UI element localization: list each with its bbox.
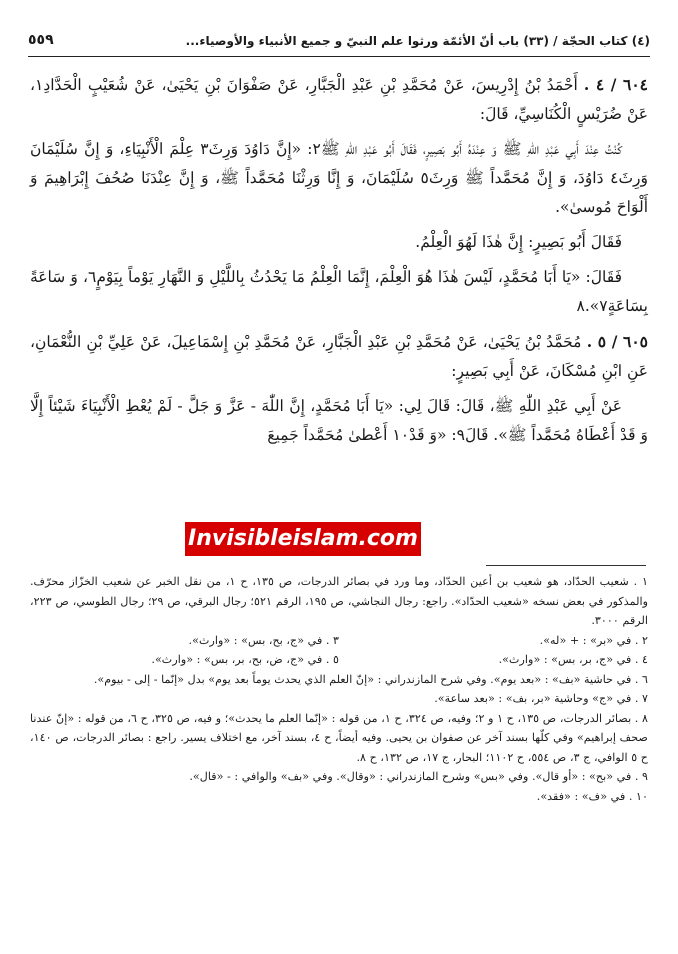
footnote: ٤ . في «ج، بر، بس» : «وارث». [498, 653, 648, 666]
footnote-divider [486, 565, 646, 566]
footnote: ٦ . في حاشية «بف» : «بعد يوم». وفي شرح المازندراني : «إنّ العلم الذي يحدث يوماً بعد يوم» بدل «إنّما - إلى - بيوم». [93, 672, 648, 686]
isnad-text: مُحَمَّدُ بْنُ يَحْيَىٰ، عَنْ مُحَمَّدِ بْنِ عَبْدِ الْجَبَّارِ، عَنْ مُحَمَّدِ بْنِ إِسْمَاعِيلَ، عَنْ عَلِيِّ بْنِ النُّعْمَانِ، عَنِ ابْنِ مُسْكَانَ، عَنْ أَبِي بَصِيرٍ: [30, 333, 648, 380]
footnote-row [30, 650, 648, 670]
footnote: ٨ . بصائر الدرجات، ص ١٣٥، ح ١ و ٢؛ وفيه، ص ٣٢٤، ح ١، من قوله : «إنّما العلم ما يحدث»؛ و فيه، ص ٣٢٥، ح ٦، من قوله : «إنّ عندنا صحف إبراهيم» وفي كلّها بسند آخر عن صفوان بن يحيى. وفيه أيضاً، ح ٤، بسند آخر، مع اختلاف يسير. راجع : بصائر الدرجات، ص ١٤٠، ح ٥ الوافي، ج ٣، ص ٥٥٤، ح ١١٠٢؛ البحار، ج ١٧، ص ١٣٢، ح ٨. [30, 711, 648, 764]
hadith-604-isnad [30, 70, 648, 129]
footnotes [30, 572, 648, 806]
running-title: (٤) كتاب الحجّة / (٣٣) باب أنّ الأئمّة ورثوا علم النبيّ و جميع الأنبياء والأوصياء... [185, 34, 650, 48]
footnote: ٥ . في «ج، ض، بح، بر، بس» : «وارث». [151, 653, 339, 666]
footnote: ٩ . في «بح» : «أو قال». وفي «بس» وشرح المازندراني : «وقال». وفي «بف» والوافي : - «قال». [189, 770, 648, 783]
page-header [28, 34, 650, 57]
footnote-row [30, 631, 648, 651]
hadith-paragraph: كُنْتُ عِنْدَ أَبِي عَبْدِ اللّٰهِ ﷺ وَ عِنْدَهُ أَبُو بَصِيرٍ، فَقَالَ أَبُو عَبْدِ اللّٰهِ ﷺ٢: «إِنَّ دَاوُدَ وَرِثَ٣ عِلْمَ الْأَنْبِيَاءِ، وَ إِنَّ سُلَيْمَانَ وَرِثَ٤ دَاوُدَ، وَ إِنَّ مُحَمَّداً ﷺ وَرِثَ٥ سُلَيْمَانَ، وَ إِنَّا وَرِثْنَا مُحَمَّداً ﷺ، وَ إِنَّ عِنْدَنَا صُحُفَ إِبْرَاهِيمَ وَ أَلْوَاحَ مُوسىٰ». [30, 140, 648, 216]
hadith-number: ٦٠٥ / ٥ . [586, 332, 648, 351]
hadith-paragraph: فَقَالَ أَبُو بَصِيرٍ: إِنَّ هٰذَا لَهُوَ الْعِلْمُ. [415, 233, 622, 251]
footnote: ٢ . في «بر» : + «له». [539, 633, 648, 647]
isnad-text: أَحْمَدُ بْنُ إِدْرِيسَ، عَنْ مُحَمَّدِ بْنِ عَبْدِ الْجَبَّارِ، عَنْ صَفْوَانَ بْنِ يَحْيَىٰ، عَنْ شُعَيْبٍ الْحَدَّادِ١، عَنْ ضُرَيْسٍ الْكُنَاسِيِّ، قَالَ: [30, 76, 648, 123]
footnote [30, 689, 339, 709]
footnote: ١٠ . في «ف» : «فقد». [536, 789, 648, 803]
main-text [30, 70, 648, 456]
hadith-605-isnad [30, 327, 648, 386]
watermark-banner: Invisibleislam.com [185, 522, 421, 556]
footnote-row [30, 689, 648, 709]
hadith-number: ٦٠٤ / ٤ . [583, 75, 648, 94]
footnote: ٣ . في «ج، بح، بس» : «وارث». [188, 633, 339, 647]
hadith-paragraph: عَنْ أَبِي عَبْدِ اللّٰهِ ﷺ، قَالَ: قَالَ لِي: «يَا أَبَا مُحَمَّدٍ، إِنَّ اللّٰهَ - عَزَّ وَ جَلَّ - لَمْ يُعْطِ الْأَنْبِيَاءَ شَيْئاً إِلَّا وَ قَدْ أَعْطَاهُ مُحَمَّداً ﷺ». قَالَ٩: «وَ قَدْ١٠ أَعْطىٰ مُحَمَّداً جَمِيعَ [30, 397, 648, 444]
footnote: ٧ . في «ج» وحاشية «بر، بف» : «بعد ساعة». [434, 692, 648, 705]
page-number: ٥٥٩ [28, 32, 54, 48]
hadith-paragraph: فَقَالَ: «يَا أَبَا مُحَمَّدٍ، لَيْسَ هٰذَا هُوَ الْعِلْمَ، إِنَّمَا الْعِلْمُ مَا يَحْدُثُ بِاللَّيْلِ وَ النَّهَارِ يَوْماً بِيَوْمٍ٦، وَ سَاعَةً بِسَاعَةٍ٧».٨ [30, 268, 648, 315]
footnote: ١ . شعيب الحدّاد، هو شعيب بن أعين الحدّاد، وما ورد في بصائر الدرجات، ص ١٣٥، ح ١، من نقل الخبر عن شعيب الخزّاز محرّف. والمذكور في بعض نسخه «شعيب الحدّاد». راجع: رجال النجاشي، ص ١٩٥، الرقم ٥٢١؛ رجال البرقي، ص ٢٩؛ رجال الطوسي، ص ٢٢٣، الرقم ٣٠٠٠. [30, 575, 648, 627]
